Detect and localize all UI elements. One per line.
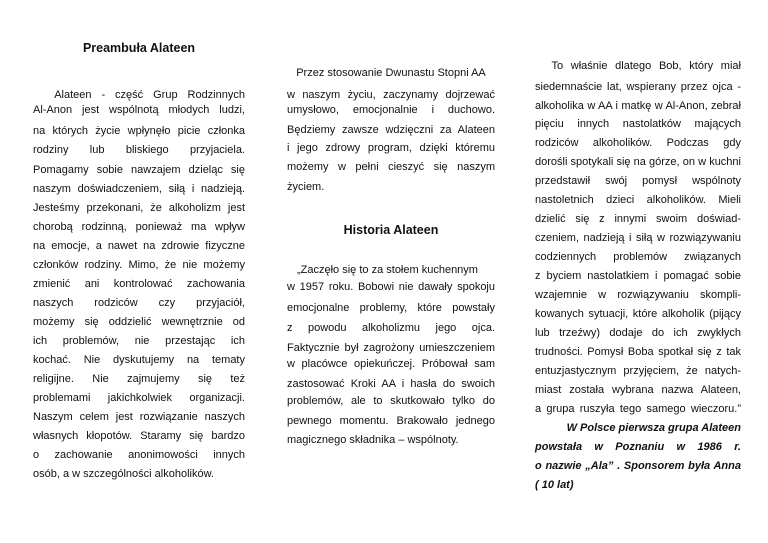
text-line: siedemnaście lat, wspierany przez ojca - [535, 81, 741, 93]
text-line: a grupa ruszyła tego samego wieczoru.” [535, 403, 741, 415]
text-line: entuzjastycznym przyjęciem, że natych- [535, 365, 741, 377]
text-line: rodziny lub bliskiego przyjaciela. [33, 144, 245, 156]
text-line: magicznego składnika – wspólnoty. [287, 434, 459, 446]
text-line: czeniem, nadzieją i siłą w rozwiązywaniu [535, 232, 741, 244]
text-line: na których życie wpłynęło picie członka [33, 125, 245, 137]
text-line: pewnego momentu. Brakowało jednego [287, 415, 495, 427]
text-line-emphasis: W Polsce pierwsza grupa Alateen [566, 422, 741, 434]
text-line: z byciem nastolatkiem i pomagać sobie [535, 270, 741, 282]
text-line: własnych kłopotów. Staramy się bardzo [33, 430, 245, 442]
text-line: lub trzeźwy) dodaje do ich zwykłych [535, 327, 741, 339]
text-line: pięciu innych nastolatków mających [535, 118, 741, 130]
text-line: osób, a w szczególności alkoholików. [33, 468, 214, 480]
text-line: chorobą rodzinną, ponieważ ma wpływ [33, 221, 245, 233]
text-line: umysłowo, emocjonalnie i duchowo. [287, 104, 495, 116]
text-line-emphasis: powstała w Poznaniu w 1986 r. [535, 441, 741, 453]
text-line: Faktycznie był zagrożony umieszczeniem [287, 342, 495, 354]
text-line: wzajemnie w rozwiązywaniu skompli- [535, 289, 741, 301]
text-line: „Zaczęło się to za stołem kuchennym [297, 264, 478, 276]
text-line: Alateen - część Grup Rodzinnych [54, 89, 245, 101]
text-line: religijne. Nie zajmujemy się też [33, 373, 245, 385]
text-line: miast została wybrana nazwa Alateen, [535, 384, 741, 396]
text-line: zmienić ani kontrolować zachowania [33, 278, 245, 290]
section-heading-preambula: Preambuła Alateen [82, 41, 196, 55]
text-line: Przez stosowanie Dwunastu Stopni AA [296, 67, 486, 79]
text-line: dzielić się z innymi swoim doświad- [535, 213, 741, 225]
text-line: w placówce opiekuńczej. Próbował sam [287, 358, 495, 370]
text-line: Jesteśmy przekonani, że alkoholizm jest [33, 202, 245, 214]
text-line: i jego zdrowy program, dzięki któremu [287, 142, 495, 154]
text-line: kowanych sytuacji, które alkoholik (pijący [535, 308, 741, 320]
text-line: rodziców alkoholików. Podczas gdy [535, 137, 741, 149]
text-line: z powodu alkoholizmu jego ojca. [287, 322, 495, 334]
text-line: życiem. [287, 181, 325, 193]
text-line-emphasis: o nazwie „Ala” . Sponsorem była Anna [535, 460, 741, 472]
text-line: problemami jakichkolwiek organizacji. [33, 392, 245, 404]
text-line: emocjonalne problemy, które powstały [287, 302, 495, 314]
text-line-emphasis: ( 10 lat) [535, 479, 574, 491]
text-line: problemów, ale to skutkowało tylko do [287, 395, 495, 407]
text-line: alkoholika w AA i matkę w Al-Anon, zebrał [535, 100, 741, 112]
text-line: dorośli spotykali się na górze, on w kuchni [535, 156, 741, 168]
text-line: w naszym życiu, zaczynamy dojrzewać [287, 89, 495, 101]
text-line: o zachowanie anonimowości innych [33, 449, 245, 461]
text-line: przedstawił swój pomysł wspólnoty [535, 175, 741, 187]
text-line: ich problemów, nie przestając ich [33, 335, 245, 347]
text-line: możemy w pełni cieszyć się naszym [287, 161, 495, 173]
text-line: Będziemy zawsze wdzięczni za Alateen [287, 124, 495, 136]
text-line: trudności. Pomysł Boba spotkał się z tak [535, 346, 741, 358]
text-line: zastosować Kroki AA i hasła do swoich [287, 378, 495, 390]
text-line: To właśnie dlatego Bob, który miał [551, 60, 741, 72]
text-line: członków rodziny. Mimo, że nie możemy [33, 259, 245, 271]
text-line: możemy się oddzielić wewnętrznie od [33, 316, 245, 328]
text-line: naszym doświadczeniem, siłą i nadzieją. [33, 183, 245, 195]
text-line: kochać. Nie dyskutujemy na tematy [33, 354, 245, 366]
text-line: Al-Anon jest wspólnotą młodych ludzi, [33, 104, 245, 116]
text-line: Naszym celem jest rozwiązanie naszych [33, 411, 245, 423]
text-line: naszych rodziców czy przyjaciół, [33, 297, 245, 309]
text-line: na emocje, a nawet na zdrowie fizyczne [33, 240, 245, 252]
text-line: Pomagamy sobie nawzajem dzieląc się [33, 164, 245, 176]
text-line: codziennych problemów związanych [535, 251, 741, 263]
text-line: nastoletnich dzieci alkoholików. Mieli [535, 194, 741, 206]
text-line: w 1957 roku. Bobowi nie dawały spokoju [287, 281, 495, 293]
section-heading-historia: Historia Alateen [343, 223, 439, 237]
